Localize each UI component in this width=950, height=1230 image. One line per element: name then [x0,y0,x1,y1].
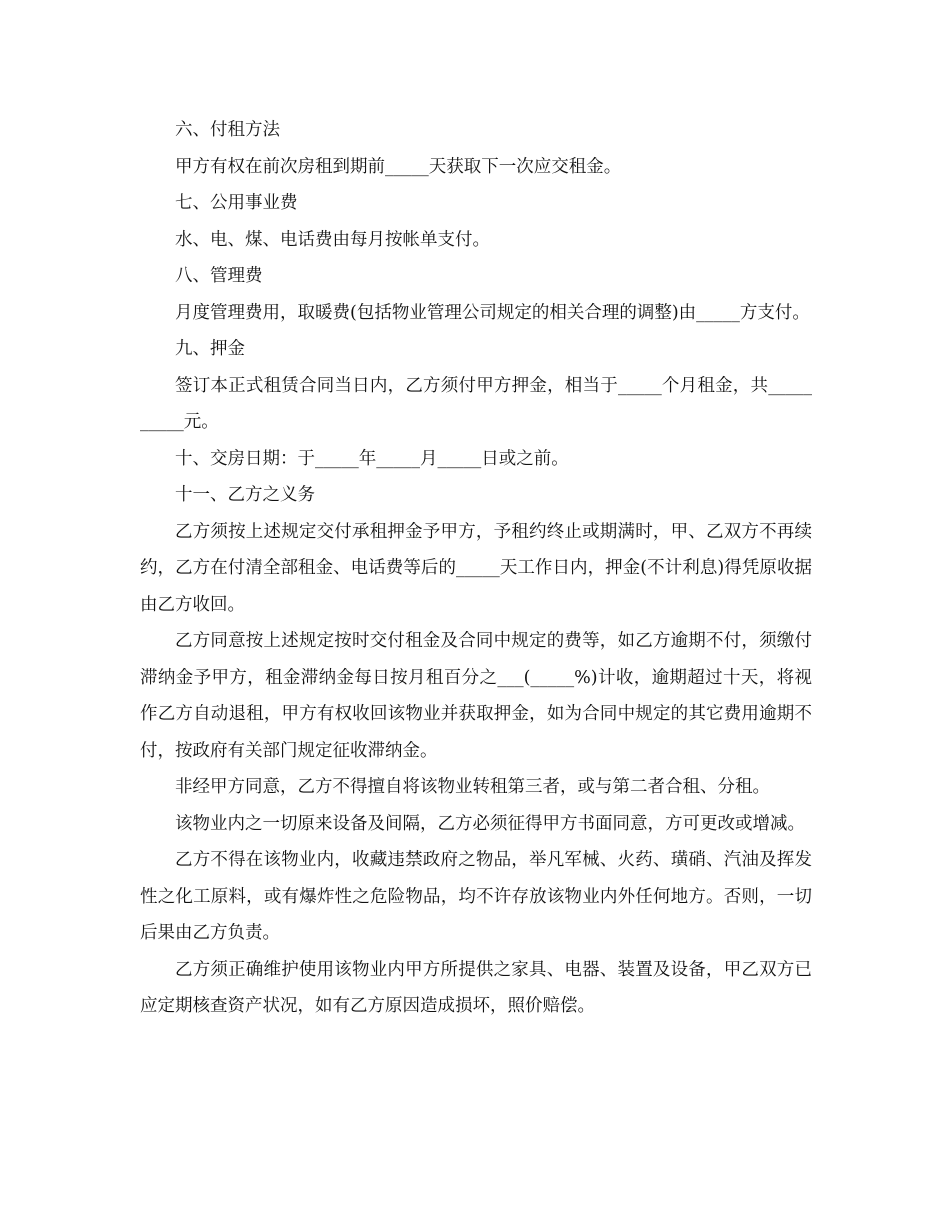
section-heading-management-fee: 八、管理费 [175,266,263,286]
paragraph-deposit: 签订本正式租赁合同当日内，乙方须付甲方押金，相当于_____个月租金，共__________元。 [140,375,812,432]
paragraph-late-fee: 乙方同意按上述规定按时交付租金及合同中规定的费等，如乙方逾期不付，须缴付滞纳金予甲方，租金滞纳金每日按月租百分之___(_____%)计收，逾期超过十天，将视作乙方自动退租，甲方有权收回该物业并获取押金，如为合同中规定的其它费用逾期不付，按政府有关部门规定征收滞纳金。 [140,631,812,761]
section-heading-deposit: 九、押金 [175,339,245,359]
paragraph-alterations: 该物业内之一切原来设备及间隔，乙方必须征得甲方书面同意，方可更改或增减。 [175,813,805,834]
section-heading-payment-method: 六、付租方法 [175,120,280,140]
section-heading-tenant-obligations: 十一、乙方之义务 [175,485,315,505]
paragraph-utilities: 水、电、煤、电话费由每月按帐单支付。 [175,229,490,250]
paragraph-sublet: 非经甲方同意，乙方不得擅自将该物业转租第三者，或与第二者合租、分租。 [175,777,770,797]
paragraph-deposit-refund: 乙方须按上述规定交付承租押金予甲方，予租约终止或期满时，甲、乙双方不再续约，乙方在付清全部租金、电话费等后的_____天工作日内，押金(不计利息)得凭原收据由乙方收回。 [140,521,812,615]
document-body [140,112,812,1025]
paragraph-maintenance: 乙方须正确维护使用该物业内甲方所提供之家具、电器、装置及设备，甲乙双方已应定期核查资产状况，如有乙方原因造成损坏，照价赔偿。 [140,959,812,1016]
paragraph-management-fee: 月度管理费用，取暖费(包括物业管理公司规定的相关合理的调整)由_____方支付。 [175,302,810,323]
section-heading-utilities: 七、公用事业费 [175,193,298,213]
section-heading-handover-date: 十、交房日期：于_____年_____月_____日或之前。 [175,448,569,469]
paragraph-prohibited-items: 乙方不得在该物业内，收藏违禁政府之物品，举凡军械、火药、璜硝、汽油及挥发性之化工原料，或有爆炸性之危险物品，均不许存放该物业内外任何地方。否则，一切后果由乙方负责。 [140,850,812,943]
paragraph-payment-method: 甲方有权在前次房租到期前_____天获取下一次应交租金。 [175,156,622,177]
